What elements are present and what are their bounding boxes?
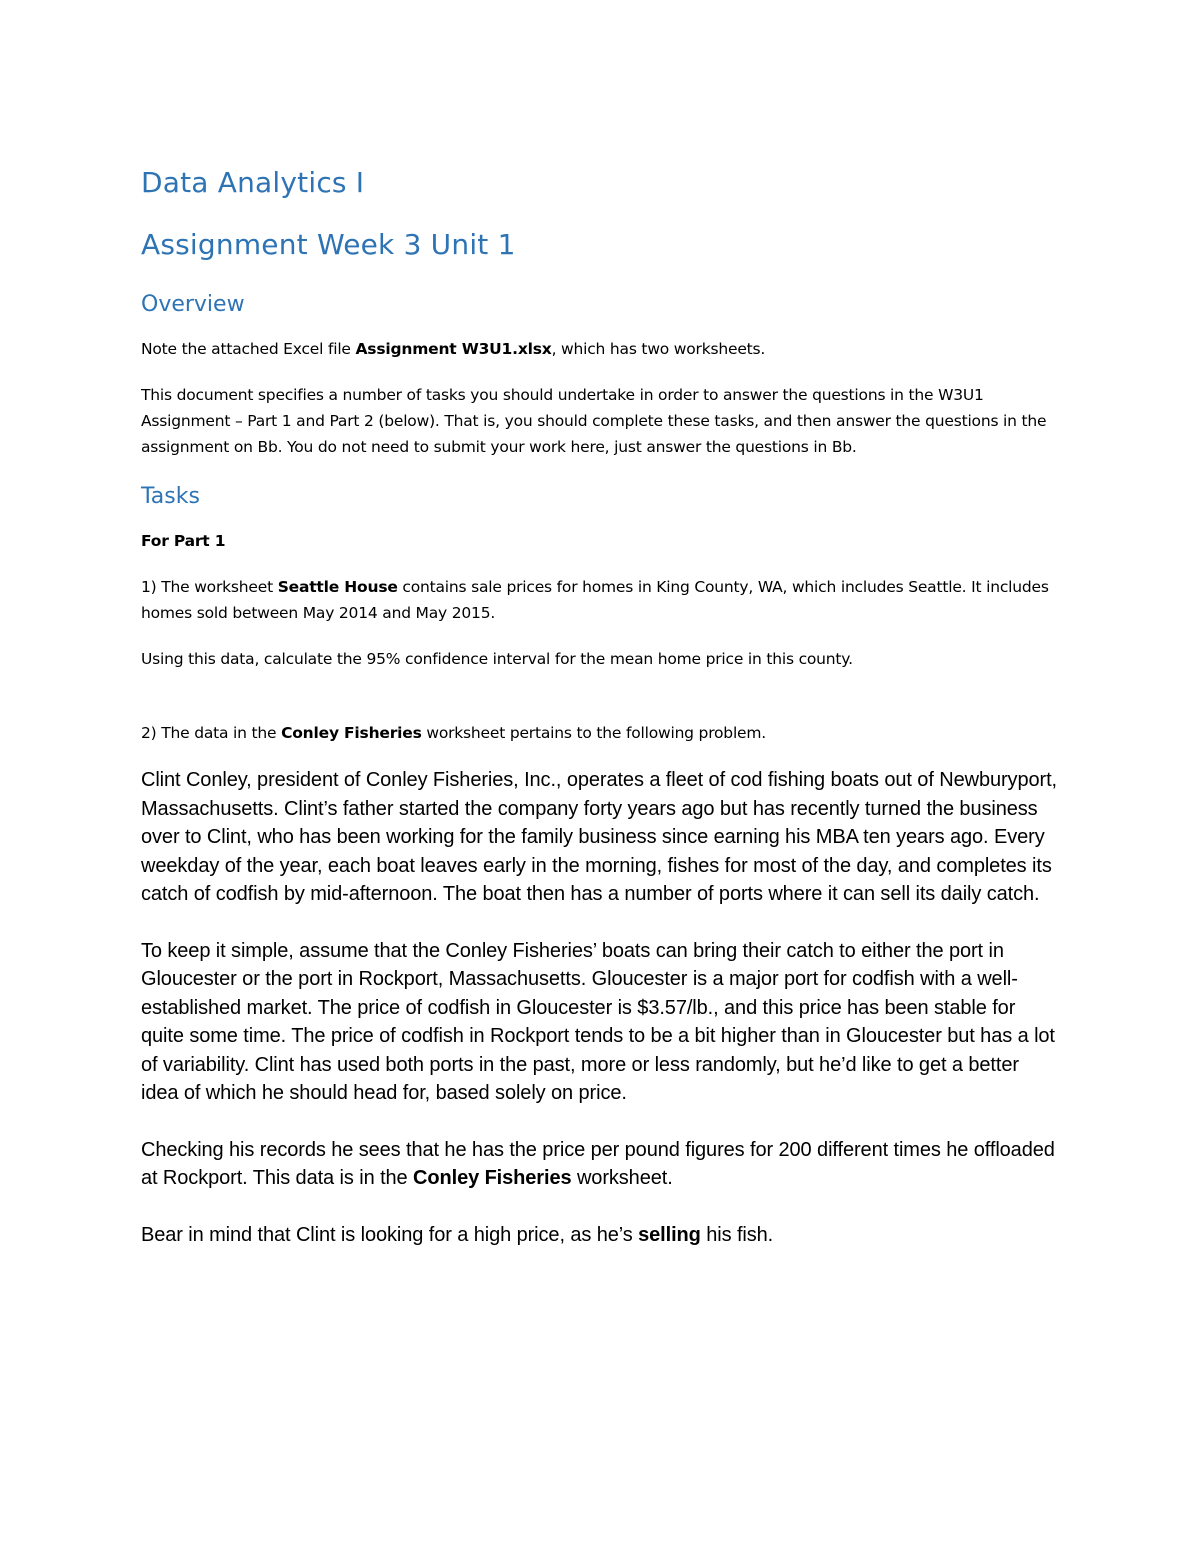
story-p4-before: Bear in mind that Clint is looking for a high price, as he’s bbox=[141, 1223, 639, 1246]
story-paragraph-4 bbox=[141, 1221, 1061, 1250]
story-paragraph-2: To keep it simple, assume that the Conley Fisheries’ boats can bring their catch to either the port in Gloucester or the port in Rockport, Massachusetts. Gloucester is a major port for codfish with a well-established market. The price of codfish in Gloucester is $3.57/lb., and this price has been stable for quite some time. The price of codfish in Rockport tends to be a bit higher than in Gloucester but has a lot of variability. Clint has used both ports in the past, more or less randomly, but he’d like to get a better idea of which he should head for, based solely on price. bbox=[141, 939, 1055, 1104]
story-p4-emphasis: selling bbox=[638, 1223, 701, 1246]
story-p3-after: worksheet. bbox=[571, 1167, 673, 1189]
task-item-1-instruction: Using this data, calculate the 95% confidence interval for the mean home price in this county. bbox=[141, 650, 853, 668]
task1-rest: contains sale prices for homes in King County, WA, which includes Seattle. It includes homes sold between May 2014 and May 2015. bbox=[141, 578, 1049, 622]
part1-label bbox=[141, 528, 1061, 554]
overview-heading: Overview bbox=[141, 292, 245, 317]
document-body bbox=[141, 160, 1061, 1277]
excel-file-name: Assignment W3U1.xlsx bbox=[355, 340, 552, 358]
overview-p1-text-after: , which has two worksheets. bbox=[551, 340, 766, 358]
task1-prefix: 1) The worksheet bbox=[141, 578, 278, 596]
seattle-house-worksheet-name: Seattle House bbox=[277, 578, 398, 596]
course-title: Data Analytics I bbox=[141, 166, 365, 199]
assignment-title: Assignment Week 3 Unit 1 bbox=[141, 228, 516, 261]
task2-prefix: 2) The data in the bbox=[141, 724, 282, 742]
conley-fisheries-worksheet-name: Conley Fisheries bbox=[281, 724, 422, 742]
story-p3-worksheet-name: Conley Fisheries bbox=[413, 1167, 572, 1189]
tasks-heading: Tasks bbox=[141, 484, 200, 509]
task-item-2 bbox=[141, 720, 1061, 746]
story-p4-after: his fish. bbox=[700, 1223, 774, 1246]
task2-rest: worksheet pertains to the following problem. bbox=[421, 724, 767, 742]
story-p3-before: Checking his records he sees that he has the price per pound figures for 200 different times he offloaded at Rockport. This data is in the bbox=[141, 1138, 1055, 1189]
task-item-1 bbox=[141, 574, 1061, 626]
part1-label-text: For Part 1 bbox=[141, 532, 226, 550]
story-paragraph-3 bbox=[141, 1136, 1061, 1193]
overview-paragraph-1 bbox=[141, 336, 1061, 362]
overview-p1-text-before: Note the attached Excel file bbox=[141, 340, 356, 358]
overview-paragraph-2: This document specifies a number of tasks you should undertake in order to answer the questions in the W3U1 Assignment – Part 1 and Part 2 (below). That is, you should complete these tasks, and then answer the questions in the assignment on Bb. You do not need to submit your work here, just answer the questions in Bb. bbox=[141, 386, 1047, 456]
story-paragraph-1: Clint Conley, president of Conley Fisheries, Inc., operates a fleet of cod fishing boats out of Newburyport, Massachusetts. Clint’s father started the company forty years ago but has recently turned the business over to Clint, who has been working for the family business since earning his MBA ten years ago. Every weekday of the year, each boat leaves early in the morning, fishes for most of the day, and completes its catch of codfish by mid-afternoon. The boat then has a number of ports where it can sell its daily catch. bbox=[141, 769, 1057, 905]
